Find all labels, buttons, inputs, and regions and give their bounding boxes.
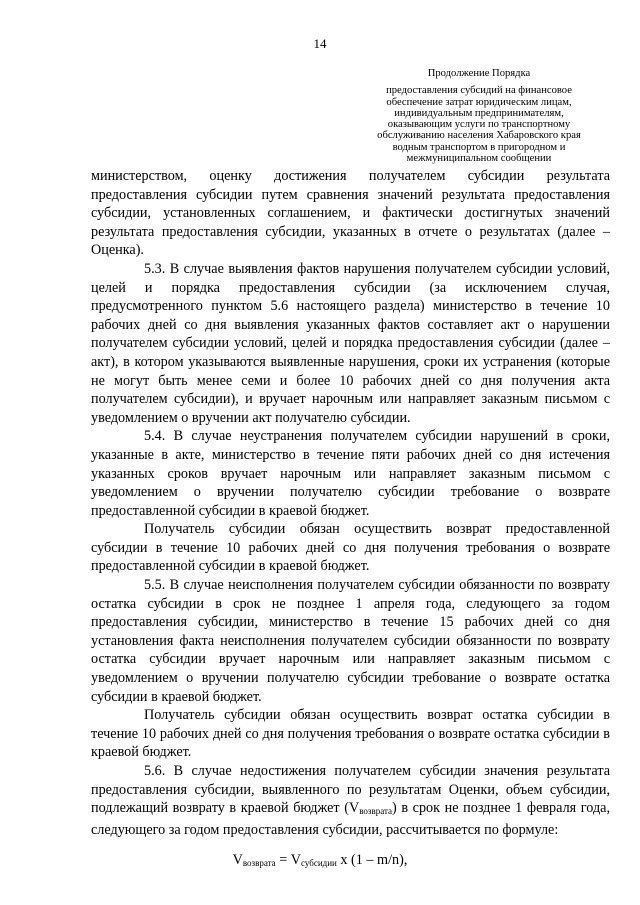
header-line: водным транспортом в пригородном и (392, 141, 566, 153)
header-line: предоставления субсидий на финансовое (386, 85, 572, 97)
header-line: межмуниципальном сообщении (406, 153, 552, 165)
formula-symbol: V (232, 852, 243, 868)
paragraph: министерством, оценку достижения получателем субсидии результата предоставления субсидии путем сравнения значений результата предоставления субсидии, установленных соглашением, и фактически достигнутых значений результата предоставления субсидии, указанных в отчете о результатах (далее – Оценка). (91, 168, 610, 259)
paragraph-text: 5.6. В случае недостижения получателем субсидии значения результата предоставления субсидии, выявленного по результатам Оценки, объем субсидии, подлежащий возврату в краевой бюджет (V (91, 763, 610, 817)
formula-symbol: V (290, 852, 301, 868)
formula-expression: x (1 – m/n), (336, 852, 408, 868)
formula-subscript: субсидии (301, 858, 337, 868)
page-number: 14 (313, 36, 327, 51)
paragraph-5-6 (91, 762, 610, 839)
paragraph: Получатель субсидии обязан осуществить возврат остатка субсидии в течение 10 рабочих дней со дня получения требования о возврате остатка субсидии в краевой бюджет. (91, 707, 610, 761)
header-line: обслуживанию населения Хабаровского края (377, 130, 581, 142)
document-header (340, 68, 618, 164)
formula (0, 851, 640, 873)
formula-subscript: возврата (242, 858, 276, 868)
subscript: возврата (359, 806, 393, 817)
paragraph-5-3: 5.3. В случае выявления фактов нарушения получателем субсидии условий, целей и порядка предоставления субсидии (за исключением случая, предусмотренного пунктом 5.6 настоящего раздела) министерство в течение 10 рабочих дней со дня выявления указанных фактов составляет акт о нарушении получателем субсидии условий, целей и порядка предоставления субсидии (далее – акт), в котором указываются выявленные нарушения, сроки их устранения (которые не могут быть менее семи и более 10 рабочих дней со дня получения акта получателем субсидии), и вручает нарочным или направляет заказным письмом с уведомлением о вручении акт получателю субсидии. (91, 260, 610, 426)
paragraph: Получатель субсидии обязан осуществить возврат предоставленной субсидии в течение 10 рабочих дней со дня получения требования о возврате предоставленной субсидии в краевой бюджет. (91, 521, 610, 575)
header-line: Продолжение Порядка (427, 68, 531, 79)
paragraph-5-5: 5.5. В случае неисполнения получателем субсидии обязанности по возврату остатка субсидии в срок не позднее 1 апреля года, следующего за годом предоставления субсидии, министерство в течение 15 рабочих дней со дня установления факта неисполнения получателем субсидии обязанности по возврату остатка субсидии вручает нарочным или направляет заказным письмом с уведомлением о вручении получателю субсидии требование о возврате остатка субсидии в краевой бюджет. (91, 577, 610, 705)
header-line: оказывающим услуги по транспортному (387, 119, 571, 131)
header-line: индивидуальным предпринимателям, (394, 107, 564, 119)
paragraph-text: ) в срок не позднее 1 февраля года, следующего за годом предоставления субсидии, рассчитывается по формуле: (91, 800, 610, 838)
paragraph-5-4: 5.4. В случае неустранения получателем субсидии нарушений в сроки, указанные в акте, министерство в течение пяти рабочих дней со дня истечения указанных сроков вручает нарочным или направляет заказным письмом с уведомлением о вручении получателю субсидии требование о возврате предоставленной субсидии в краевой бюджет. (91, 428, 610, 519)
header-line: обеспечение затрат юридическим лицам, (386, 96, 572, 108)
document-body (91, 167, 610, 839)
formula-equals: = (275, 852, 291, 868)
